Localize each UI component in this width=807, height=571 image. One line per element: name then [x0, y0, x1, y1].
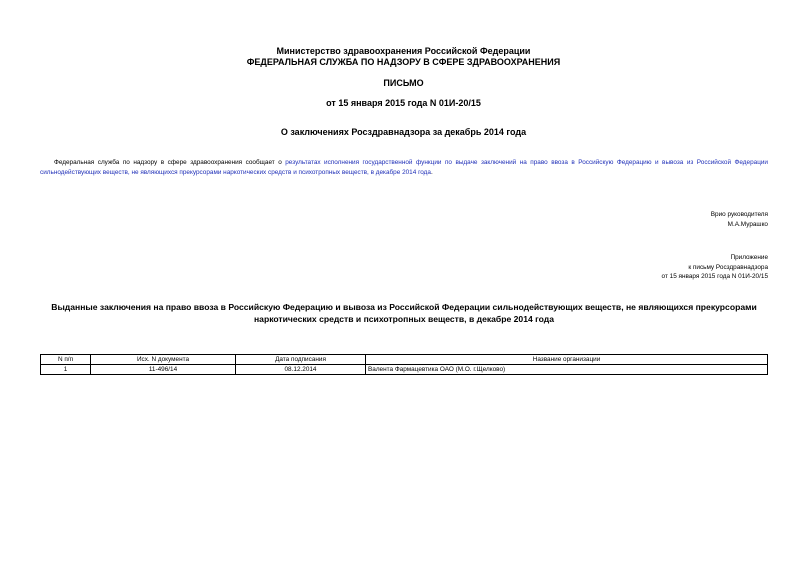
header-doc-number: Исх. N документа [91, 355, 236, 365]
appendix-block [662, 253, 768, 282]
table-row [41, 365, 768, 375]
signature-block [711, 210, 768, 229]
body-paragraph [40, 158, 768, 178]
appendix-label: Приложение [730, 254, 768, 261]
header-number: N п/п [41, 355, 91, 365]
appendix-ref: к письму Росздравнадзора [688, 263, 768, 271]
list-title: Выданные заключения на право ввоза в Российскую Федерацию и вывоза из Российской Федерации сильнодействующих веществ, не являющихся прекурсорами наркотических средств и психотропных веществ, в декабре 2014 года [51, 302, 757, 324]
ministry-name: Министерство здравоохранения Российской Федерации [276, 46, 531, 56]
body-link[interactable]: результатах исполнения государственной функции по выдаче заключений на право ввоза в Российскую Федерацию и вывоза из Российской Федерации сильнодействующих веществ, не являющихся прекурсорами наркотических средств и психотропных веществ, в декабре 2014 года [40, 159, 769, 176]
header-organization: Название организации [366, 355, 768, 365]
cell-organization: Валента Фармацевтика ОАО (М.О. г.Щелково) [366, 365, 768, 375]
appendix-date: от 15 января 2015 года N 01И-20/15 [661, 273, 768, 280]
service-name: ФЕДЕРАЛЬНАЯ СЛУЖБА ПО НАДЗОРУ В СФЕРЕ ЗДРАВООХРАНЕНИЯ [246, 57, 561, 67]
table-header-row [41, 355, 768, 365]
document-date: от 15 января 2015 года N 01И-20/15 [326, 98, 481, 108]
document-subject: О заключениях Росздравнадзора за декабрь 2014 года [280, 127, 527, 137]
signature-name: М.А.Мурашко [727, 220, 768, 228]
conclusions-table [40, 354, 768, 375]
cell-number: 1 [41, 365, 91, 375]
signature-title: Врио руководителя [710, 211, 768, 218]
document-type: ПИСЬМО [383, 78, 424, 88]
header-date: Дата подписания [236, 355, 366, 365]
body-text-end: . [430, 169, 433, 176]
cell-date: 08.12.2014 [236, 365, 366, 375]
cell-doc-number: 11-496/14 [91, 365, 236, 375]
body-text: Федеральная служба по надзору в сфере здравоохранения сообщает о [54, 159, 286, 166]
